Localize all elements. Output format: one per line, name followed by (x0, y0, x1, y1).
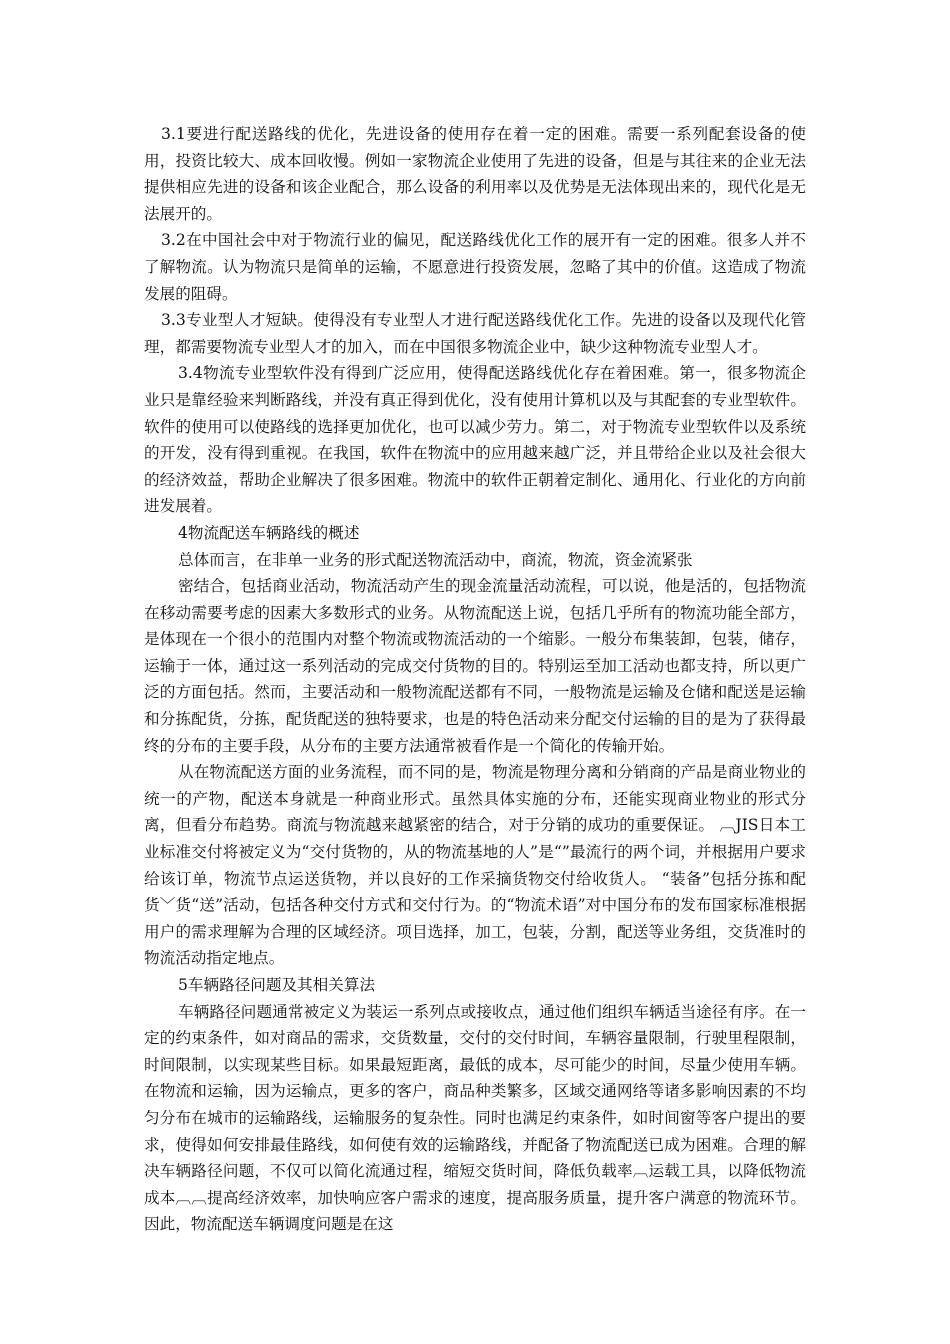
document-page (144, 121, 806, 1238)
section-heading-5: 5车辆路径问题及其相关算法 (178, 976, 376, 994)
paragraph-3-4: 3.4物流专业型软件没有得到广泛应用，使得配送路线优化存在着困难。第一，很多物流企业只是靠经验来判断路线，并没有真正得到优化，没有使用计算机以及与其配套的专业型软件。软件的使用可以使路线的选择更加优化，也可以减少劳力。第二，对于物流专业型软件以及系统的开发，没有得到重视。在我国，软件在物流中的应用越来越广泛，并且带给企业以及社会很大的经济效益，帮助企业解决了很多困难。物流中的软件正朝着定制化、通用化、行业化的方向前进发展着。 (144, 364, 806, 516)
paragraph-5-body: 车辆路径问题通常被定义为装运一系列点或接收点，通过他们组织车辆适当途径有序。在一定的约束条件，如对商品的需求，交货数量，交付的交付时间，车辆容量限制，行驶里程限制，时间限制，以实现某些目标。如果最短距离，最低的成本，尽可能少的时间，尽量少使用车辆。在物流和运输，因为运输点，更多的客户，商品种类繁多，区域交通网络等诸多影响因素的不均匀分布在城市的运输路线，运输服务的复杂性。同时也满足约束条件，如时间窗等客户提出的要求，使得如何安排最佳路线，如何使有效的运输路线，并配备了物流配送已成为困难。合理的解决车辆路径问题，不仅可以简化流通过程，缩短交货时间，降低负载率︹运载工具，以降低物流成本︹︹提高经济效率，加快响应客户需求的速度，提高服务质量，提升客户满意的物流环节。因此，物流配送车辆调度问题是在这 (144, 1002, 806, 1234)
paragraph-4-intro: 总体而言，在非单一业务的形式配送物流活动中，商流，物流，资金流紧张 (178, 550, 693, 569)
paragraph-3-3: 3.3专业型人才短缺。使得没有专业型人才进行配送路线优化工作。先进的设备以及现代化管理，都需要物流专业型人才的加入，而在中国很多物流企业中，缺少这种物流专业型人才。 (144, 311, 806, 356)
paragraph-4-process: 从在物流配送方面的业务流程，而不同的是，物流是物理分离和分销商的产品是商业物业的统一的产物，配送本身就是一种商业形式。虽然具体实施的分布，还能实现商业物业的形式分离，但看分布趋势。商流与物流越来越紧密的结合，对于分销的成功的重要保证。 ︹JIS日本工业标准交付将被定义为“交付货物的，从的物流基地的人”是“”最流行的两个词，并根据用户要求给该订单，物流节点运送货物，并以良好的工作采摘货物交付给收货人。 “装备”包括分拣和配货﹀货“送”活动，包括各种交付方式和交付行为。的“物流术语”对中国分布的发布国家标准根据用户的需求理解为合理的区域经济。项目选择，加工，包装，分割，配送等业务组，交货准时的物流活动指定地点。 (144, 763, 806, 968)
paragraph-3-2: 3.2在中国社会中对于物流行业的偏见，配送路线优化工作的展开有一定的困难。很多人并不了解物流。认为物流只是简单的运输，不愿意进行投资发展，忽略了其中的价值。这造成了物流发展的阻碍。 (144, 231, 806, 303)
paragraph-3-1: 3.1要进行配送路线的优化，先进设备的使用存在着一定的困难。需要一系列配套设备的使用，投资比较大、成本回收慢。例如一家物流企业使用了先进的设备，但是与其往来的企业无法提供相应先进的设备和该企业配合，那么设备的利用率以及优势是无法体现出来的，现代化是无法展开的。 (144, 125, 806, 223)
paragraph-4-body: 密结合，包括商业活动，物流活动产生的现金流量活动流程，可以说，他是活的，包括物流在移动需要考虑的因素大多数形式的业务。从物流配送上说，包括几乎所有的物流功能全部方，是体现在一个很小的范围内对整个物流或物流活动的一个缩影。一般分布集装卸，包装，储存，运输于一体，通过这一系列活动的完成交付货物的目的。特别运至加工活动也都支持，所以更广泛的方面包括。然而，主要活动和一般物流配送都有不同，一般物流是运输及仓储和配送是运输和分拣配货，分拣，配货配送的独特要求，也是的特色活动来分配交付运输的目的是为了获得最终的分布的主要手段，从分布的主要方法通常被看作是一个简化的传输开始。 (144, 577, 806, 755)
section-heading-4: 4物流配送车辆路线的概述 (178, 523, 360, 542)
